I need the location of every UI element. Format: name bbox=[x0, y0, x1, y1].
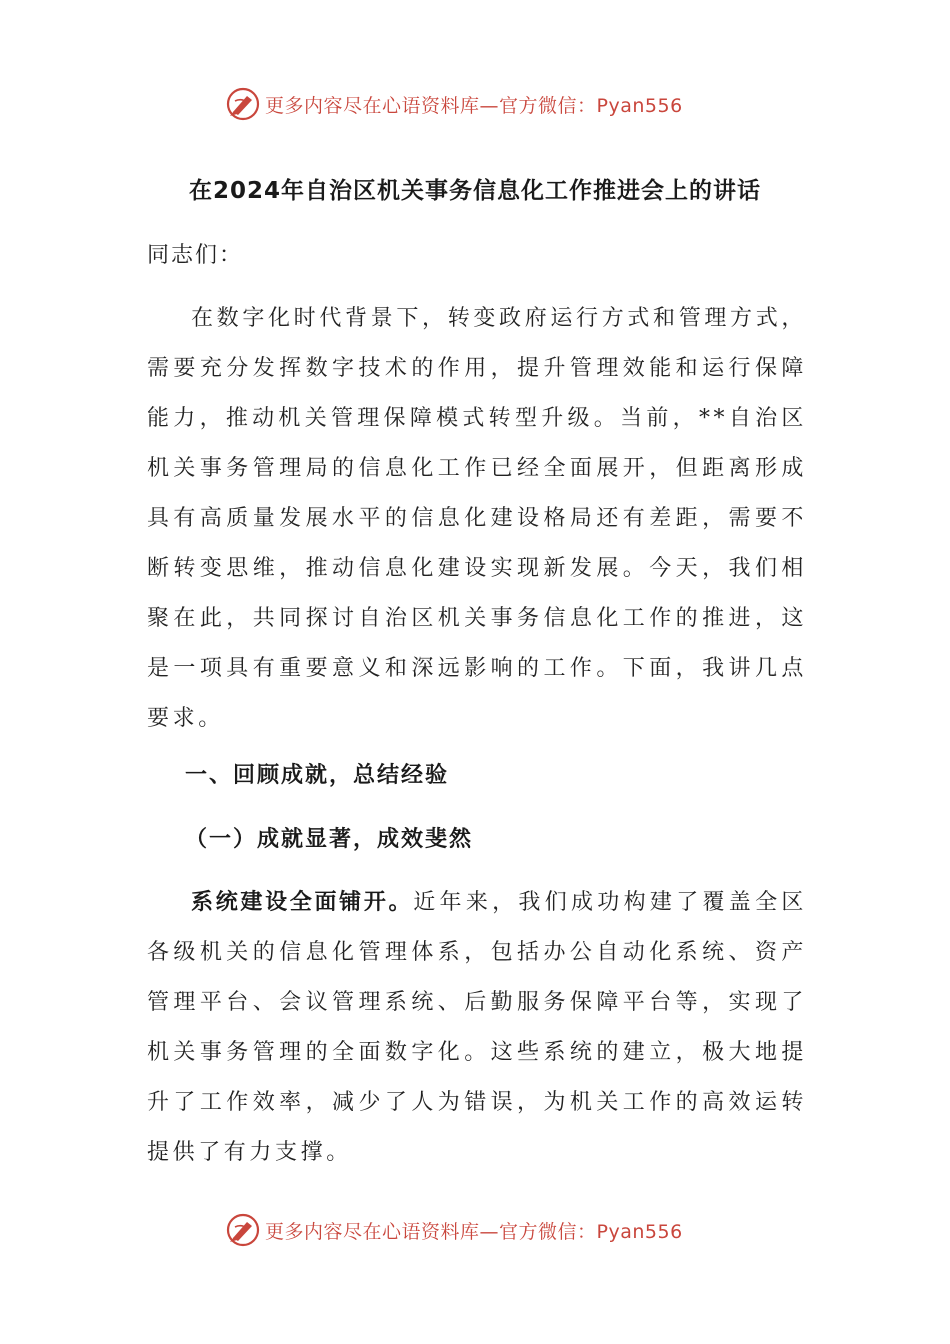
subsection-heading: （一）成就显著，成效斐然 bbox=[185, 827, 474, 852]
paragraph-achievements bbox=[147, 878, 807, 1178]
salutation: 同志们： bbox=[147, 243, 244, 268]
paragraph-lead: 系统建设全面铺开。 bbox=[191, 890, 414, 915]
document-title: 在2024年自治区机关事务信息化工作推进会上的讲话 bbox=[188, 178, 761, 204]
paragraph-body: 近年来，我们成功构建了覆盖全区各级机关的信息化管理体系，包括办公自动化系统、资产管理平台、会议管理系统、后勤服务保障平台等，实现了机关事务管理的全面数字化。这些系统的建立，极大地提升了工作效率，减少了人为错误，为机关工作的高效运转提供了有力支撑。 bbox=[147, 890, 807, 1165]
banner-text: 更多内容尽在心语资料库—官方微信：Pyan556 bbox=[265, 1220, 683, 1243]
paragraph-intro: 在数字化时代背景下，转变政府运行方式和管理方式，需要充分发挥数字技术的作用，提升管理效能和运行保障能力，推动机关管理保障模式转型升级。当前，**自治区机关事务管理局的信息化工作已经全面展开，但距离形成具有高质量发展水平的信息化建设格局还有差距，需要不断转变思维，推动信息化建设实现新发展。今天，我们相聚在此，共同探讨自治区机关事务信息化工作的推进，这是一项具有重要意义和深远影响的工作。下面，我讲几点要求。 bbox=[147, 306, 807, 731]
footer-banner[interactable] bbox=[225, 1208, 745, 1252]
pen-nib-icon bbox=[225, 86, 261, 122]
header-banner[interactable] bbox=[225, 82, 745, 126]
pen-nib-icon bbox=[225, 1212, 261, 1248]
banner-text: 更多内容尽在心语资料库—官方微信：Pyan556 bbox=[265, 94, 683, 117]
section-heading: 一、回顾成就，总结经验 bbox=[185, 763, 450, 788]
